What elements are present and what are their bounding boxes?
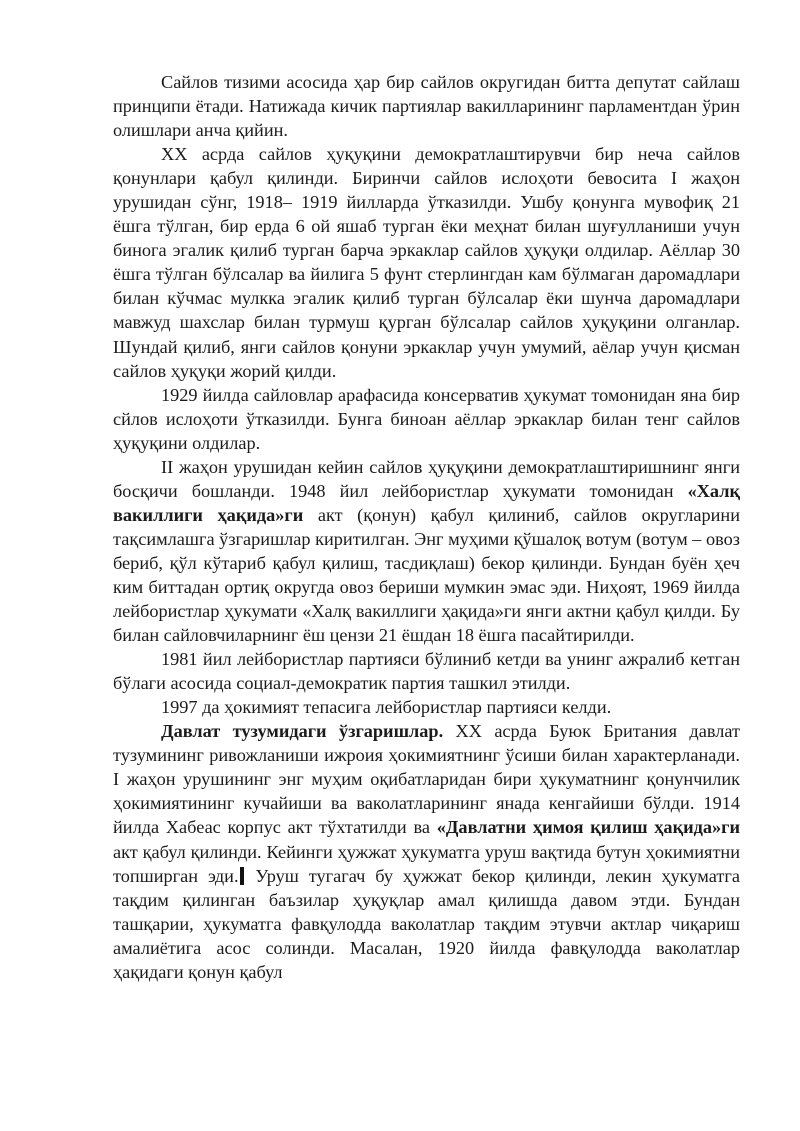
paragraph-7-text-c: Уруш тугагач бу ҳужжат бекор қилинди, лекин ҳукуматга тақдим қилинган баъзилар ҳуқуқлар амал қилишда давом этди. Бундан ташқарии, ҳукуматга фавқулодда ваколатлар тақдим этувчи актлар чиқариш амалиётига асос солинди. Масалан, 1920 йилда фавқулодда ваколатлар ҳақидаги қонун қабул	[113, 865, 740, 982]
act-title-people-representation: «Халқ вакиллиги ҳақида»ги	[113, 480, 740, 525]
section-heading: Давлат тузумидаги ўзгаришлар.	[161, 721, 444, 742]
paragraph-4-text-a: II жаҳон урушидан кейин сайлов ҳуқуқини демократлаштиришнинг янги босқичи бошланди. 1948 йил лейбористлар ҳукумати томонидан	[113, 456, 740, 501]
document-body	[113, 70, 740, 984]
act-title-state-defense: «Давлатни ҳимоя қилиш ҳақида»ги	[436, 817, 740, 838]
paragraph-4	[113, 455, 740, 647]
paragraph-7-text-a: XX асрда Буюк Британия давлат тузумининг ривожланиши ижроия ҳокимиятнинг ўсиши билан характерланади. I жаҳон урушининг энг муҳим оқибатларидан бири ҳукуматнинг қонунчилик ҳокимиятининг кучайиши ва ваколатларининг янада кенгайиши бўлди. 1914 йилда Хабеас корпус акт тўхтатилди ва	[113, 721, 740, 838]
paragraph-2: XX асрда сайлов ҳуқуқини демократлаштирувчи бир неча сайлов қонунлари қабул қилинди. Биринчи сайлов ислоҳоти бевосита I жаҳон урушидан сўнг, 1918– 1919 йилларда ўтказилди. Ушбу қонунга мувофиқ 21 ёшга тўлган, бир ерда 6 ой яшаб турган ёки меҳнат билан шуғулланиши учун бинога эгалик қилиб турган барча эркаклар сайлов ҳуқуқи олдилар. Аёллар 30 ёшга тўлган бўлсалар ва йилига 5 фунт стерлингдан кам бўлмаган даромадлари билан кўчмас мулкка эгалик қилиб турган бўлсалар ёки шунча даромадлари мавжуд шахслар билан турмуш қурган бўлсалар сайлов ҳуқуқини олганлар. Шундай қилиб, янги сайлов қонуни эркаклар учун умумий, аёлар учун қисман сайлов ҳуқуқи жорий қилди.	[113, 144, 740, 381]
paragraph-7-text-b: акт қабул қилинди. Кейинги ҳужжат ҳукуматга уруш вақтида бутун ҳокимиятни топширган эди.	[113, 841, 740, 886]
paragraph-5: 1981 йил лейбористлар партияси бўлиниб кетди ва унинг ажралиб кетган бўлаги асосида социал-демократик партия ташкил этилди.	[113, 649, 740, 694]
paragraph-4-text-b: акт (қонун) қабул қилиниб, сайлов округларини тақсимлашга ўзгаришлар киритилган. Энг муҳими қўшалоқ вотум (вотум – овоз бериб, қўл кўтариб қабул қилиш, тасдиқлаш) бекор қилинди. Бундан буён ҳеч ким биттадан ортиқ округда овоз бериши мумкин эмас эди. Ниҳоят, 1969 йилда лейбористлар ҳукумати «Халқ вакиллиги ҳақида»ги янги актни қабул қилди. Бу билан сайловчиларнинг ёш цензи 21 ёшдан 18 ёшга пасайтирилди.	[113, 504, 740, 646]
paragraph-6: 1997 да ҳокимият тепасига лейбористлар партияси келди.	[161, 697, 612, 718]
paragraph-1: Сайлов тизими асосида ҳар бир сайлов округидан битта депутат сайлаш принципи ётади. Натижада кичик партиялар вакилларининг парламентдан ўрин олишлари анча қийин.	[113, 72, 740, 141]
text-cursor	[240, 867, 244, 885]
paragraph-3: 1929 йилда сайловлар арафасида консерватив ҳукумат томонидан яна бир сйлов ислоҳоти ўтказилди. Бунга биноан аёллар эркаклар билан тенг сайлов ҳуқуқини олдилар.	[113, 384, 740, 453]
paragraph-7	[113, 719, 740, 984]
